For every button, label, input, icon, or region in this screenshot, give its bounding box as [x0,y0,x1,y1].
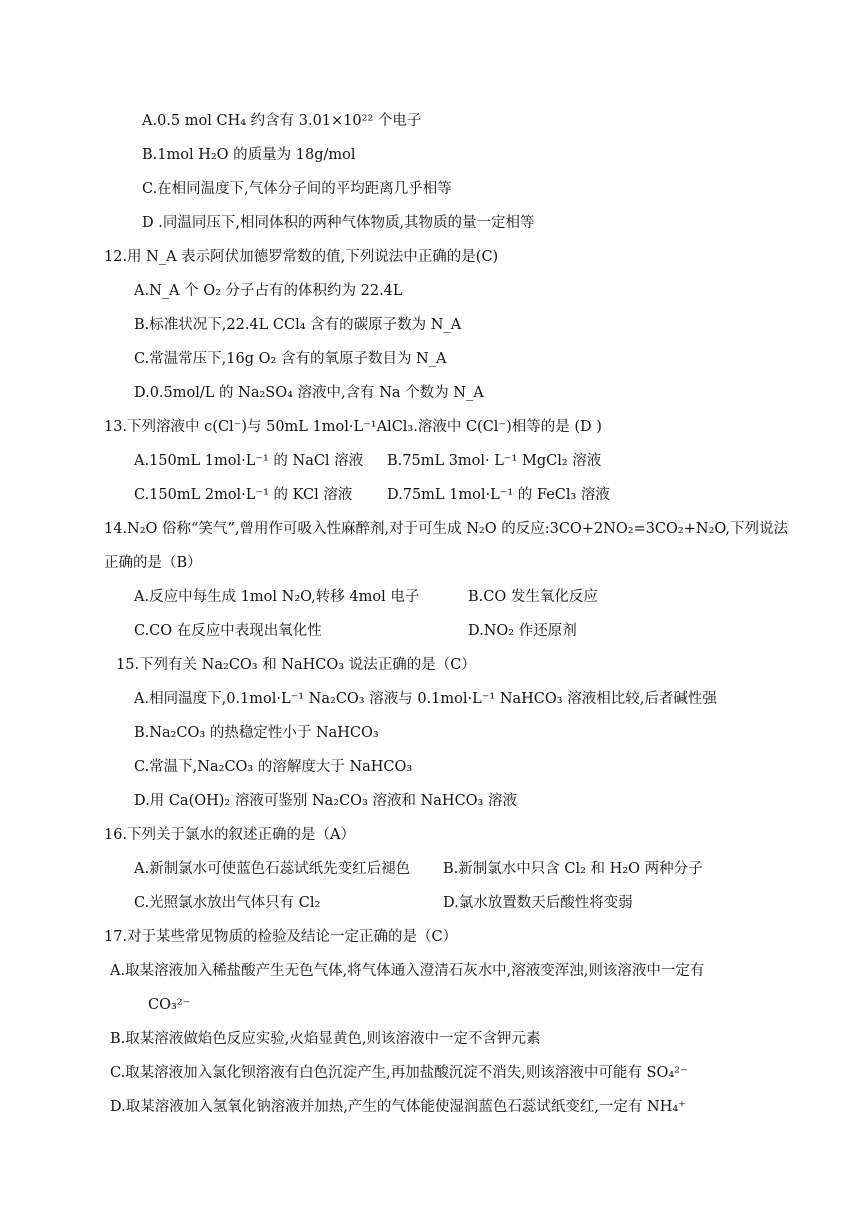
q14-option-c: C.CO 在反应中表现出氧化性 [134,623,322,639]
q13-stem: 13.下列溶液中 c(Cl⁻)与 50mL 1mol·L⁻¹AlCl₃.溶液中 C(Cl⁻)相等的是 (D ) [104,419,602,435]
q12-stem: 12.用 N_A 表示阿伏加德罗常数的值,下列说法中正确的是(C) [104,249,499,265]
q15-option-d: D.用 Ca(OH)₂ 溶液可鉴别 Na₂CO₃ 溶液和 NaHCO₃ 溶液 [134,793,517,809]
q17-stem: 17.对于某些常见物质的检验及结论一定正确的是（C） [104,929,458,945]
q17-option-a: A.取某溶液加入稀盐酸产生无色气体,将气体通入澄清石灰水中,溶液变浑浊,则该溶液中一定有 [110,963,705,979]
q11-option-a: A.0.5 mol CH₄ 约含有 3.01×10²² 个电子 [142,113,422,129]
q17-option-c: C.取某溶液加入氯化钡溶液有白色沉淀产生,再加盐酸沉淀不消失,则该溶液中可能有 SO₄²⁻ [110,1065,688,1081]
q15-stem: 15.下列有关 Na₂CO₃ 和 NaHCO₃ 说法正确的是（C） [116,657,476,673]
q15-option-c: C.常温下,Na₂CO₃ 的溶解度大于 NaHCO₃ [134,759,413,775]
q13-option-b: B.75mL 3mol· L⁻¹ MgCl₂ 溶液 [387,453,602,469]
q14-option-a: A.反应中每生成 1mol N₂O,转移 4mol 电子 [134,589,420,605]
q11-option-d: D .同温同压下,相同体积的两种气体物质,其物质的量一定相等 [142,215,535,231]
q15-option-a: A.相同温度下,0.1mol·L⁻¹ Na₂CO₃ 溶液与 0.1mol·L⁻¹ NaHCO₃ 溶液相比较,后者碱性强 [134,691,717,707]
q16-option-d: D.氯水放置数天后酸性将变弱 [443,895,633,911]
q17-option-b: B.取某溶液做焰色反应实验,火焰显黄色,则该溶液中一定不含钾元素 [110,1031,541,1047]
q11-option-c: C.在相同温度下,气体分子间的平均距离几乎相等 [142,181,452,197]
q14-stem-cont: 正确的是（B） [104,555,202,571]
q13-option-d: D.75mL 1mol·L⁻¹ 的 FeCl₃ 溶液 [387,487,610,503]
q16-stem: 16.下列关于氯水的叙述正确的是（A） [104,827,356,843]
q14-option-d: D.NO₂ 作还原剂 [468,623,577,639]
q12-option-d: D.0.5mol/L 的 Na₂SO₄ 溶液中,含有 Na 个数为 N_A [134,385,484,401]
q16-option-b: B.新制氯水中只含 Cl₂ 和 H₂O 两种分子 [443,861,703,877]
q11-option-b: B.1mol H₂O 的质量为 18g/mol [142,147,356,163]
q16-option-c: C.光照氯水放出气体只有 Cl₂ [134,895,321,911]
q15-option-b: B.Na₂CO₃ 的热稳定性小于 NaHCO₃ [134,725,379,741]
q12-option-b: B.标准状况下,22.4L CCl₄ 含有的碳原子数为 N_A [134,317,462,333]
q17-option-a-cont: CO₃²⁻ [148,997,191,1013]
q14-stem: 14.N₂O 俗称“笑气”,曾用作可吸入性麻醉剂,对于可生成 N₂O 的反应:3CO+2NO₂=3CO₂+N₂O,下列说法 [104,521,789,537]
q13-option-c: C.150mL 2mol·L⁻¹ 的 KCl 溶液 [134,487,353,503]
q14-option-b: B.CO 发生氧化反应 [468,589,598,605]
q13-option-a: A.150mL 1mol·L⁻¹ 的 NaCl 溶液 [134,453,364,469]
q17-option-d: D.取某溶液加入氢氧化钠溶液并加热,产生的气体能使湿润蓝色石蕊试纸变红,一定有 NH₄⁺ [110,1099,686,1115]
q12-option-c: C.常温常压下,16g O₂ 含有的氧原子数目为 N_A [134,351,447,367]
q16-option-a: A.新制氯水可使蓝色石蕊试纸先变红后褪色 [134,861,411,877]
q12-option-a: A.N_A 个 O₂ 分子占有的体积约为 22.4L [134,283,403,299]
